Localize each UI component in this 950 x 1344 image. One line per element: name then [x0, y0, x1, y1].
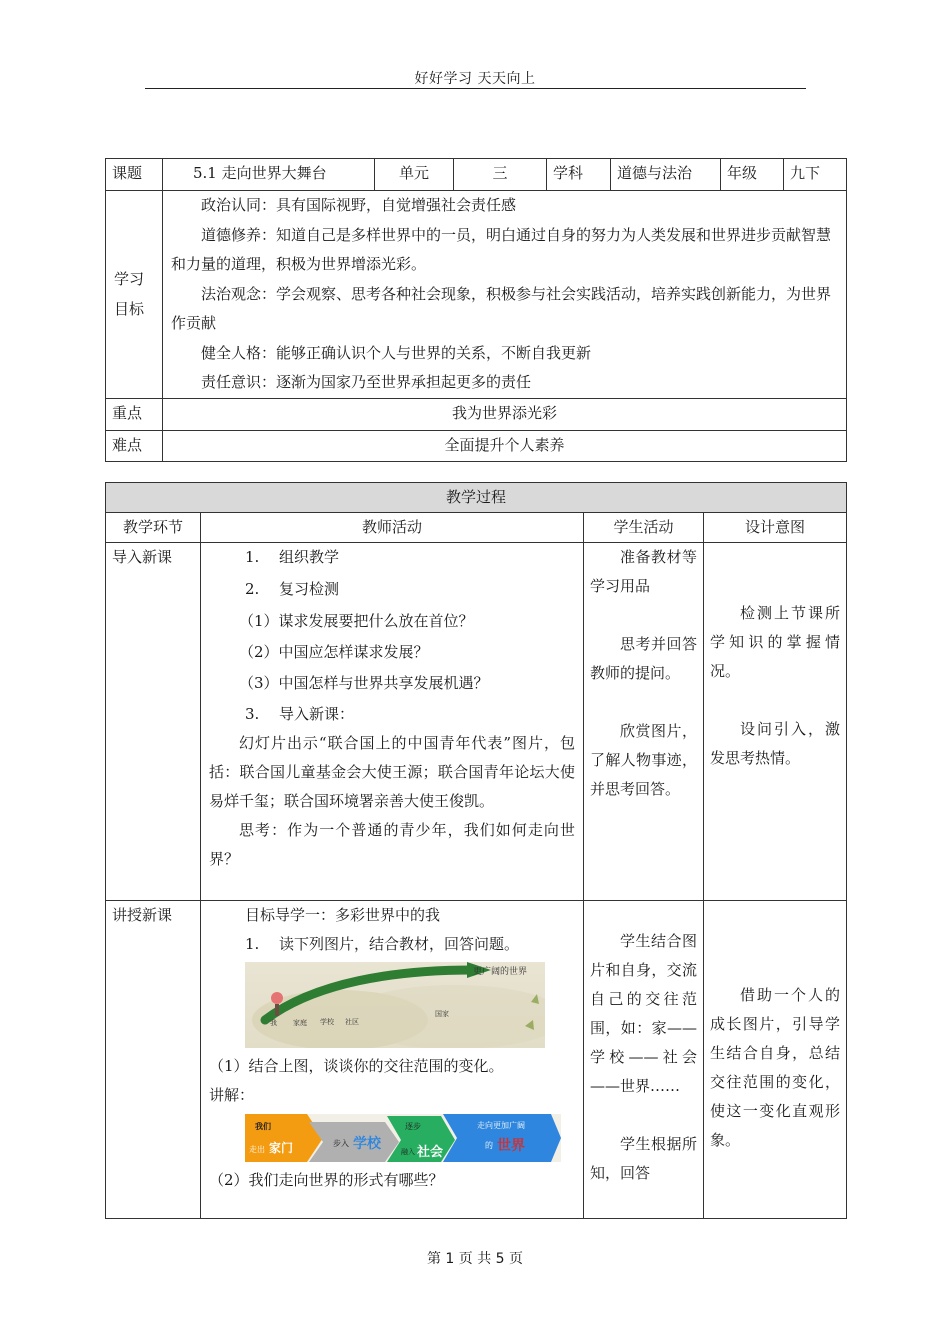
page-footer: 第 1 页 共 5 页 — [426, 1251, 524, 1267]
goal-heading: 目标导学一：多彩世界中的我 — [245, 906, 441, 924]
item-number: 1. — [245, 935, 260, 953]
col-header-stage: 教学环节 — [106, 513, 201, 543]
slide-description: 幻灯片出示“联合国上的中国青年代表”图片，包括：联合国儿童基金会大使王源；联合国青年论坛大使易烊千玺；联合国环境署亲善大使王俊凯。 — [209, 734, 575, 810]
grade-label: 年级 — [721, 159, 784, 191]
difficult-value: 全面提升个人素养 — [163, 430, 847, 461]
banner-school: 学校 — [353, 1136, 381, 1152]
process-title: 教学过程 — [106, 483, 847, 513]
student-text: 学生根据所知，回答 — [590, 1135, 697, 1182]
item-number: 2. — [245, 580, 260, 598]
topic-label: 课题 — [106, 159, 163, 191]
label-wider-world: 更广阔的世界 — [473, 967, 528, 977]
subject-value: 道德与法治 — [611, 159, 721, 191]
objective-political: 政治认同：具有国际视野，自觉增强社会责任感 — [201, 196, 517, 214]
student-text: 准备教材等学习用品 — [590, 548, 697, 595]
page-header: 好好学习 天天向上 — [414, 71, 536, 87]
key-value: 我为世界添光彩 — [163, 398, 847, 430]
banner-out: 走出 — [249, 1145, 265, 1154]
list-item — [209, 543, 575, 572]
design-text: 设问引入，激发思考热情。 — [710, 720, 841, 767]
item-number: 3. — [245, 705, 260, 723]
objective-law: 法治观念：学会观察、思考各种社会现象，积极参与社会实践活动，培养实践创新能力，为世界作贡献 — [171, 284, 832, 332]
student-text: 欣赏图片，了解人物事迹，并思考回答。 — [590, 722, 697, 798]
list-item — [209, 700, 575, 729]
col-header-design: 设计意图 — [704, 513, 847, 543]
path-to-world-banner — [245, 1114, 561, 1162]
objective-moral: 道德修养：知道自己是多样世界中的一员，明白通过自身的努力为人类发展和世界进步贡献智慧和力量的道理，积极为世界增添光彩。 — [171, 225, 832, 273]
key-label: 重点 — [106, 398, 163, 430]
think-question: 思考：作为一个普通的青少年，我们如何走向世界？ — [209, 821, 575, 868]
growth-scope-image — [245, 962, 545, 1048]
header-divider — [145, 88, 806, 89]
label-home: 家庭 — [293, 1019, 307, 1027]
banner-integrate: 融入 — [401, 1148, 415, 1156]
explain-label: 讲解： — [209, 1086, 255, 1104]
banner-broader: 走向更加广阔 — [477, 1121, 525, 1130]
design-text: 借助一个人的成长图片，引导学生结合自身，总结交往范围的变化，使这一变化直观形象。 — [710, 986, 841, 1149]
review-question: （1）谋求发展要把什么放在首位？ — [239, 612, 474, 630]
banner-home: 家门 — [269, 1141, 294, 1155]
list-item — [209, 575, 575, 604]
student-activity-lecture — [584, 901, 704, 1219]
design-text: 检测上节课所学知识的掌握情况。 — [710, 604, 841, 680]
item-number: 1. — [245, 548, 260, 566]
item-text: 组织教学 — [279, 548, 340, 566]
label-me: 我 — [270, 1019, 277, 1027]
topic-value: 5.1 走向世界大舞台 — [163, 159, 375, 191]
objective-responsibility: 责任意识：逐渐为国家乃至世界承担起更多的责任 — [201, 373, 532, 391]
lesson-info-table — [105, 158, 847, 462]
review-question: （2）中国应怎样谋求发展？ — [239, 643, 429, 661]
stage-lecture: 讲授新课 — [106, 901, 201, 1219]
design-intent-lecture — [704, 901, 847, 1219]
student-text: 思考并回答教师的提问。 — [590, 635, 697, 682]
label-society: 社区 — [345, 1018, 359, 1026]
list-item — [209, 930, 575, 959]
item-text: 读下列图片，结合教材，回答问题。 — [279, 935, 520, 953]
objectives-label: 学习目标 — [106, 191, 163, 399]
col-header-teacher: 教师活动 — [201, 513, 584, 543]
design-intent-intro — [704, 543, 847, 901]
stage-intro: 导入新课 — [106, 543, 201, 901]
banner-society: 社会 — [417, 1145, 444, 1160]
col-header-student: 学生活动 — [584, 513, 704, 543]
unit-value: 三 — [454, 159, 547, 191]
unit-label: 单元 — [375, 159, 454, 191]
banner-we: 我们 — [255, 1122, 271, 1131]
objectives-list — [163, 191, 847, 399]
difficult-label: 难点 — [106, 430, 163, 461]
path-to-world-graphic — [245, 1114, 561, 1162]
grade-value: 九下 — [784, 159, 847, 191]
item-text: 导入新课： — [279, 705, 355, 723]
item-text: 复习检测 — [279, 580, 340, 598]
teacher-activity-intro — [201, 543, 584, 901]
student-text: 学生结合图片和自身，交流自己的交往范围，如：家——学校——社会——世界…… — [590, 932, 697, 1095]
question-1: （1）结合上图，谈谈你的交往范围的变化。 — [209, 1057, 504, 1075]
objective-personality: 健全人格：能够正确认识个人与世界的关系，不断自我更新 — [201, 343, 592, 362]
banner-gradually: 逐步 — [405, 1122, 421, 1131]
banner-enter: 步入 — [333, 1139, 349, 1148]
banner-of: 的 — [485, 1141, 493, 1150]
growth-scope-graphic — [245, 962, 545, 1048]
review-question: （3）中国怎样与世界共享发展机遇？ — [239, 674, 489, 692]
subject-label: 学科 — [547, 159, 611, 191]
label-country: 国家 — [435, 1010, 449, 1018]
banner-world: 世界 — [497, 1138, 525, 1154]
teaching-process-table — [105, 482, 847, 1219]
question-2: （2）我们走向世界的形式有哪些？ — [209, 1171, 444, 1189]
label-school: 学校 — [320, 1018, 334, 1026]
teacher-activity-lecture — [201, 901, 584, 1219]
student-activity-intro — [584, 543, 704, 901]
